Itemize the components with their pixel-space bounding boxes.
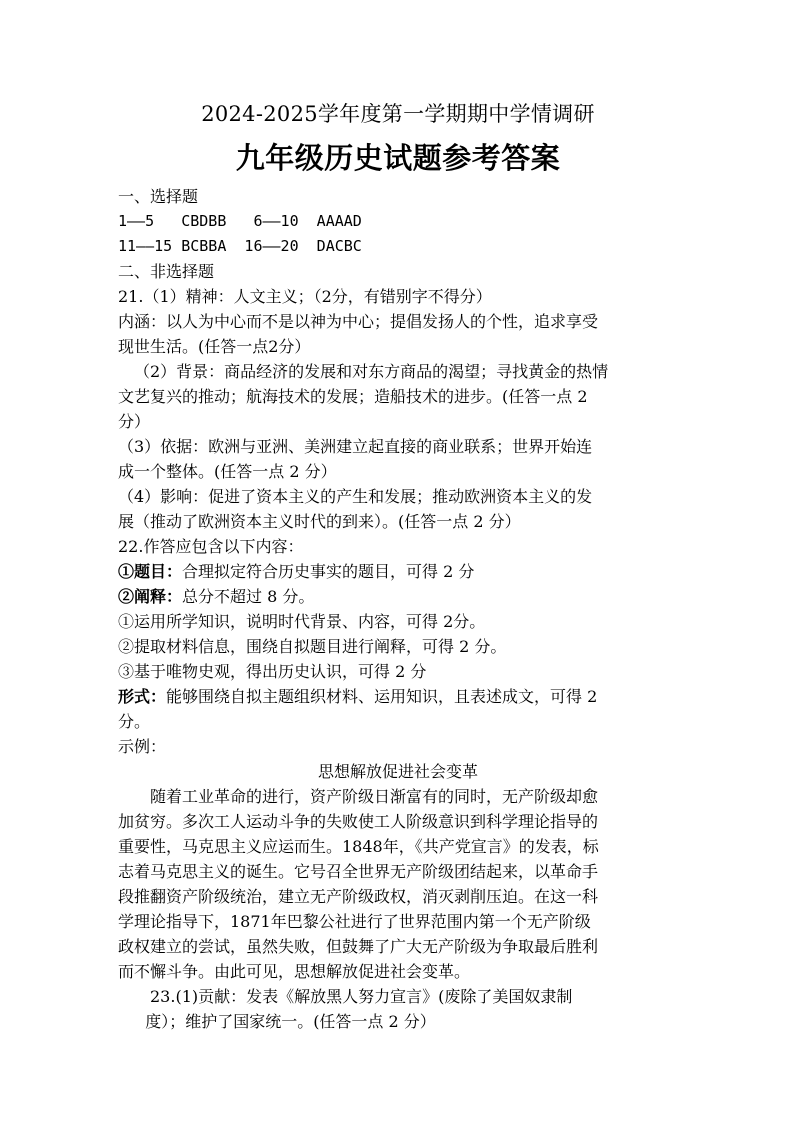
- q22-rubric-form-cont: 分。: [118, 712, 151, 731]
- q23-part1-contribution: 23.(1)贡献：发表《解放黑人努力宣言》(废除了美国奴隶制: [150, 987, 573, 1006]
- section-multiple-choice-heading: 一、选择题: [118, 187, 199, 206]
- choice-answers-1-10: 1——5 CBDBB 6——10 AAAAD: [118, 212, 362, 230]
- answer-key-title: 九年级历史试题参考答案: [235, 141, 561, 175]
- q21-part3-basis-cont: 成一个整体。(任答一点 2 分）: [118, 462, 337, 481]
- answer-sheet-page: [118, 100, 678, 1034]
- q21-part2-background-end: 分）: [118, 412, 151, 431]
- q22-essay-line: 而不懈斗争。由此可见，思想解放促进社会变革。: [118, 962, 471, 981]
- q21-part1-spirit: 21.（1）精神：人文主义；（2分，有错别字不得分）: [118, 287, 492, 306]
- q22-rubric-title-text: 合理拟定符合历史事实的题目，可得 2 分: [182, 562, 475, 581]
- q22-rubric-form: [118, 684, 678, 709]
- q22-rubric-title-label: ①题目：: [118, 562, 183, 581]
- q22-essay-line: 学理论指导下，1871年巴黎公社进行了世界范围内第一个无产阶级: [118, 912, 591, 931]
- q22-rubric-point2: ②提取材料信息，围绕自拟题目进行阐释，可得 2 分。: [118, 637, 507, 656]
- q22-example-label: 示例：: [118, 737, 167, 756]
- q22-rubric-form-text: 能够围绕自拟主题组织材料、运用知识，且表述成文，可得 2: [166, 687, 598, 706]
- q22-essay-line: 随着工业革命的进行，资产阶级日渐富有的同时，无产阶级却愈: [150, 787, 599, 806]
- q22-essay-line: 重要性，马克思主义应运而生。1848年，《共产党宣言》的发表，标: [118, 837, 599, 856]
- q22-essay-line: 加贫穷。多次工人运动斗争的失败使工人阶级意识到科学理论指导的: [118, 812, 599, 831]
- q22-rubric-explanation-text: 总分不超过 8 分。: [182, 587, 315, 606]
- q21-part1-meaning: 内涵：以人为中心而不是以神为中心；提倡发扬人的个性，追求享受: [118, 312, 599, 331]
- q21-part2-background-cont: 文艺复兴的推动；航海技术的发展；造船技术的进步。(任答一点 2: [118, 387, 588, 406]
- choice-answers-11-20: 11——15 BCBBA 16——20 DACBC: [118, 237, 362, 255]
- q21-part3-basis: （3）依据：欧洲与亚洲、美洲建立起直接的商业联系；世界开始连: [118, 437, 593, 456]
- q21-part1-meaning-cont: 现世生活。(任答一点2分）: [118, 337, 311, 356]
- q22-essay-line: 政权建立的尝试，虽然失败，但鼓舞了广大无产阶级为争取最后胜利: [118, 937, 599, 956]
- section-non-choice-heading: 二、非选择题: [118, 262, 215, 281]
- q22-rubric-explanation: [118, 584, 678, 609]
- q22-rubric-title: [118, 559, 678, 584]
- q22-rubric-point1: ①运用所学知识，说明时代背景、内容，可得 2分。: [118, 612, 486, 631]
- q22-essay-title: 思想解放促进社会变革: [317, 762, 478, 781]
- q21-part4-impact: （4）影响：促进了资本主义的产生和发展；推动欧洲资本主义的发: [118, 487, 593, 506]
- q22-essay-line: 段推翻资产阶级统治，建立无产阶级政权，消灭剥削压迫。在这一科: [118, 887, 599, 906]
- q22-rubric-point3: ③基于唯物史观，得出历史认识，可得 2 分: [118, 662, 427, 681]
- q22-rubric-form-label: 形式：: [118, 687, 167, 706]
- q22-rubric-explanation-label: ②阐释：: [118, 587, 183, 606]
- q22-intro: 22.作答应包含以下内容：: [118, 537, 304, 556]
- q21-part4-impact-cont: 展（推动了欧洲资本主义时代的到来）。(任答一点 2 分）: [118, 512, 521, 531]
- exam-period-title: 2024-2025学年度第一学期期中学情调研: [201, 102, 595, 126]
- q21-part2-background: （2）背景：商品经济的发展和对东方商品的渴望；寻找黄金的热情: [134, 362, 609, 381]
- q23-part1-contribution-cont: 度）；维护了国家统一。(任答一点 2 分）: [145, 1012, 436, 1031]
- q22-essay-line: 志着马克思主义的诞生。它号召全世界无产阶级团结起来，以革命手: [118, 862, 599, 881]
